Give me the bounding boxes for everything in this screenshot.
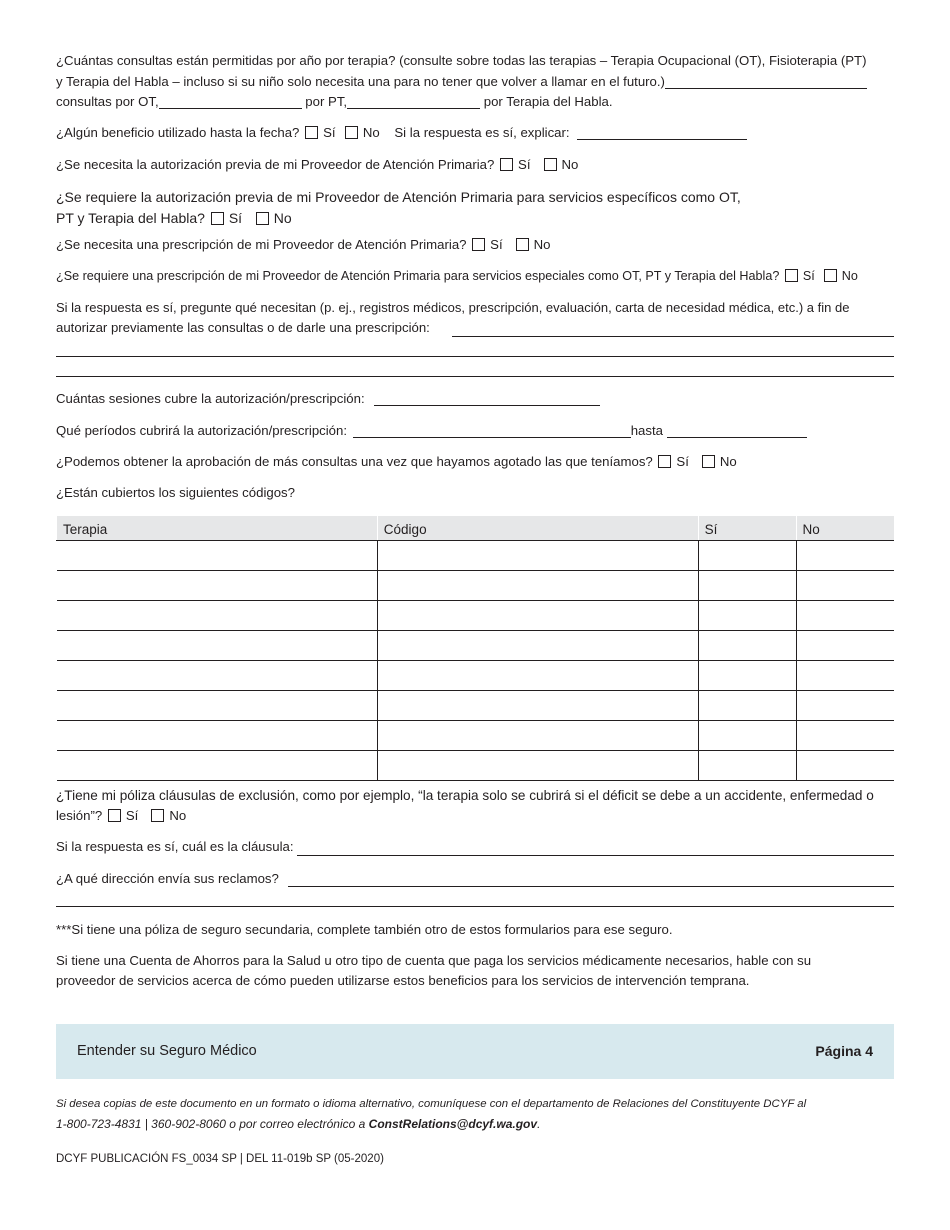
header-code: Código bbox=[377, 516, 698, 541]
yes-cell[interactable] bbox=[698, 751, 796, 781]
publication-id: DCYF PUBLICACIÓN FS_0034 SP | DEL 11-019b SP (05-2020) bbox=[56, 1153, 384, 1165]
codes-table-header bbox=[57, 516, 895, 541]
codes-table bbox=[56, 516, 894, 781]
visits-per-year-field[interactable] bbox=[665, 74, 867, 89]
no-cell[interactable] bbox=[796, 691, 894, 721]
no-cell[interactable] bbox=[796, 661, 894, 691]
yes-cell[interactable] bbox=[698, 601, 796, 631]
question-prior-auth: ¿Se necesita la autorización previa de mi Proveedor de Atención Primaria? Sí No bbox=[56, 157, 579, 172]
table-row bbox=[57, 571, 895, 601]
no-cell[interactable] bbox=[796, 751, 894, 781]
no-cell[interactable] bbox=[796, 601, 894, 631]
therapy-cell[interactable] bbox=[57, 601, 378, 631]
no-cell[interactable] bbox=[796, 541, 894, 571]
more-visits-yes-checkbox[interactable] bbox=[658, 455, 671, 468]
therapy-cell[interactable] bbox=[57, 541, 378, 571]
question-exclusions-cont: lesión”? Sí No bbox=[56, 808, 187, 823]
question-prior-auth-specific: ¿Se requiere la autorización previa de mi Proveedor de Atención Primaria para servicios específicos como OT, bbox=[56, 189, 741, 205]
visits-per-therapy-row: consultas por OT, por PT, por Terapia del Habla. bbox=[56, 94, 613, 109]
question-periods-covered: Qué períodos cubrirá la autorización/prescripción: hasta bbox=[56, 421, 807, 441]
question-requirements-cont: autorizar previamente las consultas o de darle una prescripción: bbox=[56, 320, 430, 335]
code-cell[interactable] bbox=[377, 721, 698, 751]
table-row bbox=[57, 721, 895, 751]
hsa-note-line-1: Si tiene una Cuenta de Ahorros para la Salud u otro tipo de cuenta que paga los servicios médicamente necesarios, hable con su bbox=[56, 953, 812, 968]
therapy-cell[interactable] bbox=[57, 691, 378, 721]
ot-visits-field[interactable] bbox=[159, 94, 302, 109]
more-visits-no-checkbox[interactable] bbox=[702, 455, 715, 468]
therapy-cell[interactable] bbox=[57, 751, 378, 781]
requirements-field-line-1[interactable] bbox=[452, 336, 894, 337]
prescription-specific-yes-checkbox[interactable] bbox=[785, 269, 798, 282]
question-codes-covered: ¿Están cubiertos los siguientes códigos? bbox=[56, 485, 295, 500]
hsa-note-line-2: proveedor de servicios acerca de cómo pueden utilizarse estos beneficios para los servicios de intervención temprana. bbox=[56, 973, 750, 988]
therapy-cell[interactable] bbox=[57, 721, 378, 751]
no-cell[interactable] bbox=[796, 721, 894, 751]
header-yes: Sí bbox=[698, 516, 796, 541]
prescription-no-checkbox[interactable] bbox=[516, 238, 529, 251]
code-cell[interactable] bbox=[377, 571, 698, 601]
therapy-cell[interactable] bbox=[57, 571, 378, 601]
question-prescription: ¿Se necesita una prescripción de mi Proveedor de Atención Primaria? Sí No bbox=[56, 237, 551, 252]
question-sessions-covered: Cuántas sesiones cubre la autorización/prescripción: bbox=[56, 389, 600, 409]
no-cell[interactable] bbox=[796, 571, 894, 601]
benefits-explain-field[interactable] bbox=[577, 125, 747, 140]
yes-cell[interactable] bbox=[698, 661, 796, 691]
sessions-covered-field[interactable] bbox=[374, 391, 600, 406]
table-row bbox=[57, 751, 895, 781]
no-cell[interactable] bbox=[796, 631, 894, 661]
question-visits-per-year: ¿Cuántas consultas están permitidas por año por terapia? (consulte sobre todas las terapias – Terapia Ocupacional (OT), Fisioterapia (PT) bbox=[56, 53, 867, 68]
yes-cell[interactable] bbox=[698, 691, 796, 721]
table-row bbox=[57, 691, 895, 721]
footer-title: Entender su Seguro Médico bbox=[77, 1043, 257, 1059]
question-clause: Si la respuesta es sí, cuál es la cláusula: bbox=[56, 839, 294, 854]
yes-cell[interactable] bbox=[698, 571, 796, 601]
contact-line-1: Si desea copias de este documento en un formato o idioma alternativo, comuníquese con el departamento de Relaciones del Constituyente DCYF al bbox=[56, 1098, 807, 1110]
exclusions-yes-checkbox[interactable] bbox=[108, 809, 121, 822]
question-more-visits: ¿Podemos obtener la aprobación de más consultas una vez que hayamos agotado las que teníamos? Sí No bbox=[56, 454, 737, 469]
yes-cell[interactable] bbox=[698, 721, 796, 751]
code-cell[interactable] bbox=[377, 751, 698, 781]
question-prior-auth-specific-cont: PT y Terapia del Habla? Sí No bbox=[56, 210, 292, 226]
requirements-field-line-2[interactable] bbox=[56, 356, 894, 357]
code-cell[interactable] bbox=[377, 541, 698, 571]
yes-cell[interactable] bbox=[698, 631, 796, 661]
table-row bbox=[57, 631, 895, 661]
exclusions-no-checkbox[interactable] bbox=[151, 809, 164, 822]
claims-address-field-line-2[interactable] bbox=[56, 906, 894, 907]
footer-bar bbox=[56, 1024, 894, 1079]
question-claims-address: ¿A qué dirección envía sus reclamos? bbox=[56, 871, 279, 886]
contact-line-2: 1-800-723-4831 | 360-902-8060 o por correo electrónico a ConstRelations@dcyf.wa.gov. bbox=[56, 1117, 541, 1131]
header-no: No bbox=[796, 516, 894, 541]
prior-auth-specific-yes-checkbox[interactable] bbox=[211, 212, 224, 225]
therapy-cell[interactable] bbox=[57, 631, 378, 661]
clause-field[interactable] bbox=[297, 855, 894, 856]
period-from-field[interactable] bbox=[353, 423, 631, 438]
claims-address-field-line-1[interactable] bbox=[288, 886, 894, 887]
prior-auth-yes-checkbox[interactable] bbox=[500, 158, 513, 171]
code-cell[interactable] bbox=[377, 631, 698, 661]
question-requirements: Si la respuesta es sí, pregunte qué necesitan (p. ej., registros médicos, prescripción, evaluación, carta de necesidad médica, etc.) a fin de bbox=[56, 300, 850, 315]
question-visits-per-year-cont: y Terapia del Habla – incluso si su niño solo necesita una para no tener que volver a llamar en el futuro.) bbox=[56, 72, 867, 92]
contact-email-link[interactable]: ConstRelations@dcyf.wa.gov bbox=[368, 1117, 538, 1131]
question-benefits-used: ¿Algún beneficio utilizado hasta la fecha? Sí No Si la respuesta es sí, explicar: bbox=[56, 123, 747, 143]
pt-visits-field[interactable] bbox=[347, 94, 480, 109]
table-row bbox=[57, 541, 895, 571]
table-row bbox=[57, 661, 895, 691]
secondary-insurance-note: ***Si tiene una póliza de seguro secundaria, complete también otro de estos formularios para ese seguro. bbox=[56, 922, 673, 937]
prior-auth-specific-no-checkbox[interactable] bbox=[256, 212, 269, 225]
prescription-specific-no-checkbox[interactable] bbox=[824, 269, 837, 282]
requirements-field-line-3[interactable] bbox=[56, 376, 894, 377]
yes-cell[interactable] bbox=[698, 541, 796, 571]
code-cell[interactable] bbox=[377, 601, 698, 631]
therapy-cell[interactable] bbox=[57, 661, 378, 691]
code-cell[interactable] bbox=[377, 661, 698, 691]
question-prescription-specific: ¿Se requiere una prescripción de mi Proveedor de Atención Primaria para servicios especiales como OT, PT y Terapia del Habla? Sí No bbox=[56, 269, 858, 283]
prescription-yes-checkbox[interactable] bbox=[472, 238, 485, 251]
benefits-used-no-checkbox[interactable] bbox=[345, 126, 358, 139]
prior-auth-no-checkbox[interactable] bbox=[544, 158, 557, 171]
table-row bbox=[57, 601, 895, 631]
code-cell[interactable] bbox=[377, 691, 698, 721]
header-therapy: Terapia bbox=[57, 516, 378, 541]
page-number: Página 4 bbox=[815, 1043, 873, 1059]
period-to-field[interactable] bbox=[667, 423, 807, 438]
question-exclusions: ¿Tiene mi póliza cláusulas de exclusión, como por ejemplo, “la terapia solo se cubrirá si el déficit se debe a un accidente, enfermedad o bbox=[56, 788, 874, 803]
benefits-used-yes-checkbox[interactable] bbox=[305, 126, 318, 139]
